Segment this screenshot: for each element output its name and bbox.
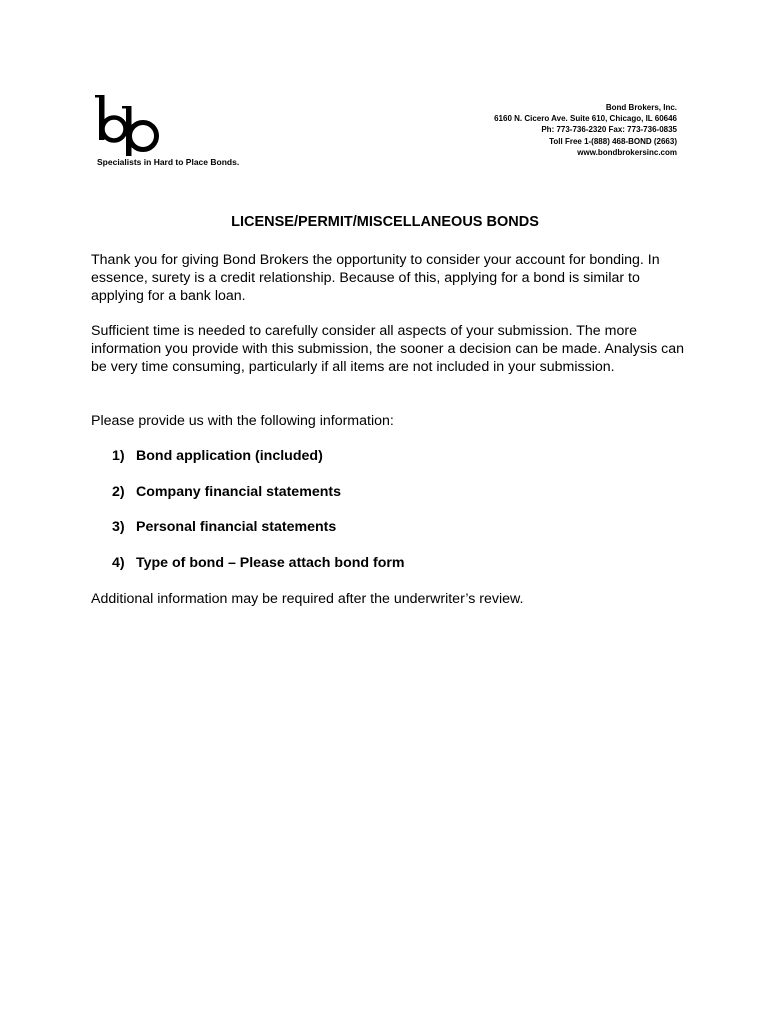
- list-item: [112, 483, 405, 501]
- company-website: www.bondbrokersinc.com: [577, 147, 677, 157]
- list-intro: Please provide us with the following information:: [91, 413, 394, 429]
- list-item-text: Personal financial statements: [136, 519, 337, 535]
- company-address: 6160 N. Cicero Ave. Suite 610, Chicago, IL 60646: [494, 114, 677, 124]
- bond-brokers-logo: [93, 92, 163, 158]
- company-phone-fax: Ph: 773-736-2320 Fax: 773-736-0835: [541, 125, 677, 135]
- list-item-number: 2): [112, 483, 125, 500]
- submission-paragraph: Sufficient time is needed to carefully consider all aspects of your submission. The more information you provide with this submission, the sooner a decision can be made. Analysis can be very time consuming, particularly if all items are not included in your submission.: [91, 323, 685, 375]
- list-item-number: 3): [112, 519, 125, 535]
- document-title: LICENSE/PERMIT/MISCELLANEOUS BONDS: [231, 214, 539, 230]
- list-item: [112, 447, 405, 465]
- list-item: [112, 554, 405, 572]
- requirements-list: [112, 447, 405, 589]
- list-item-text: Company financial statements: [136, 483, 341, 500]
- company-contact-block: [494, 102, 677, 158]
- company-tagline: Specialists in Hard to Place Bonds.: [97, 157, 240, 167]
- list-item-number: 1): [112, 448, 125, 464]
- list-item: [112, 518, 405, 536]
- list-item-text: Type of bond – Please attach bond form: [136, 554, 405, 571]
- company-name: Bond Brokers, Inc.: [605, 103, 677, 112]
- closing-paragraph: Additional information may be required after the underwriter’s review.: [91, 591, 524, 607]
- company-toll-free: Toll Free 1-(888) 468-BOND (2663): [549, 136, 677, 146]
- list-item-text: Bond application (included): [136, 448, 323, 464]
- intro-paragraph: Thank you for giving Bond Brokers the opportunity to consider your account for bonding. In essence, surety is a credit relationship. Because of this, applying for a bond is similar to applying for a bank loan.: [91, 252, 660, 304]
- list-item-number: 4): [112, 554, 125, 571]
